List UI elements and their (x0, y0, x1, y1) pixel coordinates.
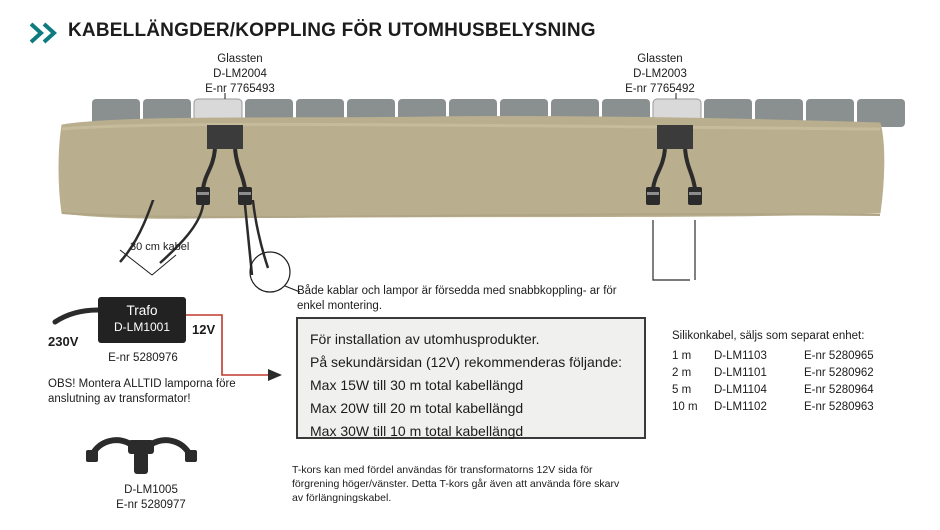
table-row (672, 384, 914, 401)
t-connector-illustration (86, 440, 197, 474)
installation-info-box (296, 317, 646, 439)
info-line-2: På sekundärsidan (12V) rekommenderas följande: (310, 354, 623, 370)
lamp-article: D-LM2004 (213, 68, 267, 80)
double-chevron-right-icon (30, 22, 64, 44)
cable-enr: E-nr 5280964 (804, 384, 874, 396)
cable-article: D-LM1101 (714, 367, 767, 379)
cable-table (672, 350, 914, 418)
cable-article: D-LM1104 (714, 384, 767, 396)
cable-length: 2 m (672, 367, 692, 379)
tkors-labels (66, 483, 236, 513)
cable-enr: E-nr 5280963 (804, 401, 874, 413)
tkors-enr: E-nr 5280977 (116, 499, 186, 511)
table-row (672, 401, 914, 418)
lamp-article: D-LM2003 (633, 68, 687, 80)
page-title: KABELLÄNGDER/KOPPLING FÖR UTOMHUSBELYSNING (68, 20, 596, 41)
trafo-box (98, 297, 186, 343)
cable-enr: E-nr 5280962 (804, 367, 874, 379)
cable-length: 10 m (672, 401, 698, 413)
annotation-cable-length: 30 cm kabel (130, 241, 190, 253)
table-row (672, 367, 914, 384)
cable-length: 5 m (672, 384, 692, 396)
trafo-label: Trafo (126, 303, 158, 318)
info-line-5: Max 30W till 10 m total kabellängd (310, 423, 524, 439)
lamp-callout-1 (155, 52, 325, 97)
tkors-article: D-LM1005 (124, 484, 178, 496)
info-line-1: För installation av utomhusprodukter. (310, 331, 540, 347)
cable-article: D-LM1103 (714, 350, 767, 362)
table-row (672, 350, 914, 367)
tkors-note: T-kors kan med fördel användas för transformatorns 12V sida för förgrening höger/vänster. Detta T-kors går även att använda före skarv av förlängningskabel. (292, 464, 620, 504)
cable-article: D-LM1102 (714, 401, 767, 413)
cable-length: 1 m (672, 350, 692, 362)
lamp-callout-2 (575, 52, 745, 97)
label-voltage-secondary: 12V (192, 322, 216, 337)
info-line-3: Max 15W till 30 m total kabellängd (310, 377, 524, 393)
lamp-name: Glassten (637, 53, 683, 65)
cable-enr: E-nr 5280965 (804, 350, 874, 362)
trafo-article: D-LM1001 (113, 320, 171, 334)
lamp-enr: E-nr 7765492 (625, 83, 695, 95)
cable-table-title: Silikonkabel, säljs som separat enhet: (672, 330, 865, 342)
annotation-quickconnect: Både kablar och lampor är försedda med snabbkoppling- ar för enkel montering. (297, 285, 617, 312)
label-voltage-primary: 230V (48, 334, 79, 349)
lamp-enr: E-nr 7765493 (205, 83, 275, 95)
annotation-obs: OBS! Montera ALLTID lamporna före anslutning av transformator! (48, 378, 236, 405)
trafo-enr: E-nr 5280976 (108, 352, 178, 364)
info-line-4: Max 20W till 20 m total kabellängd (310, 400, 524, 416)
lamp-name: Glassten (217, 53, 263, 65)
